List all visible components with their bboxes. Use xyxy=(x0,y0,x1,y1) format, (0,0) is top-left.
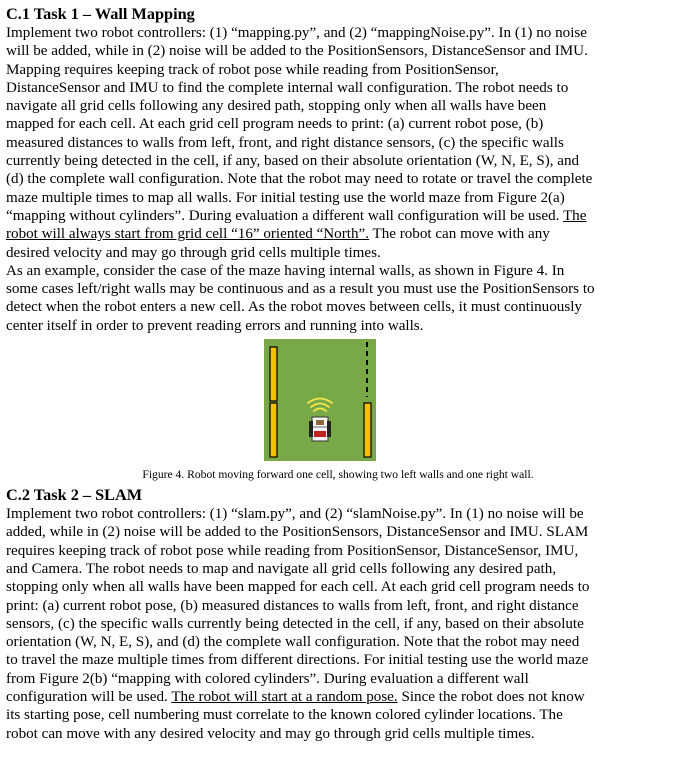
task1-heading: C.1 Task 1 – Wall Mapping xyxy=(6,4,195,23)
maze-floor xyxy=(264,339,376,461)
text-run: Implement two robot controllers: (1) “mapping.py”, and (2) “mappingNoise.py”. In (1) no noise xyxy=(6,25,587,41)
text-line xyxy=(6,725,670,743)
text-line xyxy=(6,615,670,633)
text-line xyxy=(6,170,670,188)
text-run: DistanceSensor and IMU to find the complete internal wall configuration. The robot needs to xyxy=(6,79,569,96)
maze-cell-illustration xyxy=(264,339,376,461)
text-run: orientation (W, N, E, S), and (d) the complete wall configuration. Note that the robot may need xyxy=(6,634,580,651)
task2-paragraph xyxy=(6,505,670,743)
text-line xyxy=(6,244,670,262)
text-line xyxy=(6,42,670,60)
text-run: robot can move with any desired velocity and may go through grid cells multiple times. xyxy=(6,725,535,742)
text-line: detect when the robot enters a new cell. As the robot moves between cells, it must continuously xyxy=(6,299,582,316)
left-wall-lower xyxy=(270,403,277,457)
text-line xyxy=(6,152,670,170)
text-line xyxy=(6,24,670,42)
text-line xyxy=(6,542,670,560)
underlined-text: The xyxy=(562,207,587,224)
text-line: some cases left/right walls may be continuous and as a result you must use the PositionSensors to xyxy=(6,281,595,298)
text-run: and Camera. The robot needs to map and navigate all grid cells following any desired path, xyxy=(6,560,557,577)
text-run: print: (a) current robot pose, (b) measured distances to walls from left, front, and right distance xyxy=(6,597,579,614)
text-run: (d) the complete wall configuration. Note that the robot may need to rotate or travel the complete xyxy=(6,171,593,188)
text-run: maze multiple times to map all walls. For initial testing use the world maze from Figure 2(a) xyxy=(6,189,565,206)
text-line: As an example, consider the case of the maze having internal walls, as shown in Figure 4. In xyxy=(6,262,565,279)
text-run: Implement two robot controllers: (1) “slam.py”, and (2) “slamNoise.py”. In (1) no noise will be xyxy=(6,506,584,523)
text-line xyxy=(6,523,670,541)
text-run: sensors, (c) the specific walls currently being detected in the cell, if any, based on their absolute xyxy=(6,615,584,632)
task1-paragraph xyxy=(6,24,670,335)
text-line xyxy=(6,688,670,706)
text-run: its starting pose, cell numbering must correlate to the known colored cylinder locations. The xyxy=(6,707,563,724)
text-run: will be added, while in (2) noise will be added to the PositionSensors, DistanceSensor and IMU. xyxy=(6,43,588,60)
text-line xyxy=(6,189,670,207)
text-line xyxy=(6,505,670,523)
text-run: The robot can move with any xyxy=(368,226,550,243)
text-line xyxy=(6,597,670,615)
text-line xyxy=(6,651,670,669)
text-run: “mapping without cylinders”. During evaluation a different wall configuration will be used. xyxy=(6,207,563,224)
right-wall xyxy=(364,403,371,457)
text-run: from Figure 2(b) “mapping with colored cylinders”. During evaluation a different wall xyxy=(6,670,529,687)
left-wall-upper xyxy=(270,347,277,401)
text-run: to travel the maze multiple times from different directions. For initial testing use the world maze xyxy=(6,652,589,669)
text-line xyxy=(6,706,670,724)
text-run: requires keeping track of robot pose while reading from PositionSensor, DistanceSensor, IMU, xyxy=(6,542,579,559)
figure-caption: Figure 4. Robot moving forward one cell, showing two left walls and one right wall. xyxy=(142,468,534,482)
text-line xyxy=(6,115,670,133)
text-line xyxy=(6,207,670,225)
text-line xyxy=(6,560,670,578)
text-run: navigate all grid cells following any desired path, stopping only when all walls have been xyxy=(6,98,547,115)
text-run: desired velocity and may go through grid cells multiple times. xyxy=(6,244,381,261)
text-run: stopping only when all walls have been mapped for each cell. At each grid cell program needs to xyxy=(6,579,590,596)
text-run: mapped for each cell. At each grid cell program needs to print: (a) current robot pose, (b) xyxy=(6,116,544,133)
text-line xyxy=(6,61,670,79)
text-line xyxy=(6,225,670,243)
figure-4 xyxy=(6,335,670,485)
text-line xyxy=(6,97,670,115)
robot-icon xyxy=(309,417,331,441)
text-line xyxy=(6,670,670,688)
text-line xyxy=(6,134,670,152)
text-line xyxy=(6,79,670,97)
task2-heading: C.2 Task 2 – SLAM xyxy=(6,485,143,505)
text-run: added, while in (2) noise will be added to the PositionSensors, DistanceSensor and IMU. SLAM xyxy=(6,524,589,541)
text-run: measured distances to walls from left, front, and right distance sensors, (c) the specific walls xyxy=(6,134,564,151)
underlined-text: robot will always start from grid cell “16” oriented “North”. xyxy=(6,226,369,243)
underlined-text: The robot will start at a random pose. xyxy=(171,689,398,706)
document-page xyxy=(6,4,670,743)
text-line xyxy=(6,578,670,596)
text-line: center itself in order to prevent reading errors and running into walls. xyxy=(6,317,424,334)
text-run: configuration will be used. xyxy=(6,689,172,706)
text-run: Mapping requires keeping track of robot pose while reading from PositionSensor, xyxy=(6,61,499,78)
text-line xyxy=(6,633,670,651)
text-run: Since the robot does not know xyxy=(397,689,585,706)
text-run: currently being detected in the cell, if any, based on their absolute orientation (W, N, E, S), and xyxy=(6,153,580,170)
